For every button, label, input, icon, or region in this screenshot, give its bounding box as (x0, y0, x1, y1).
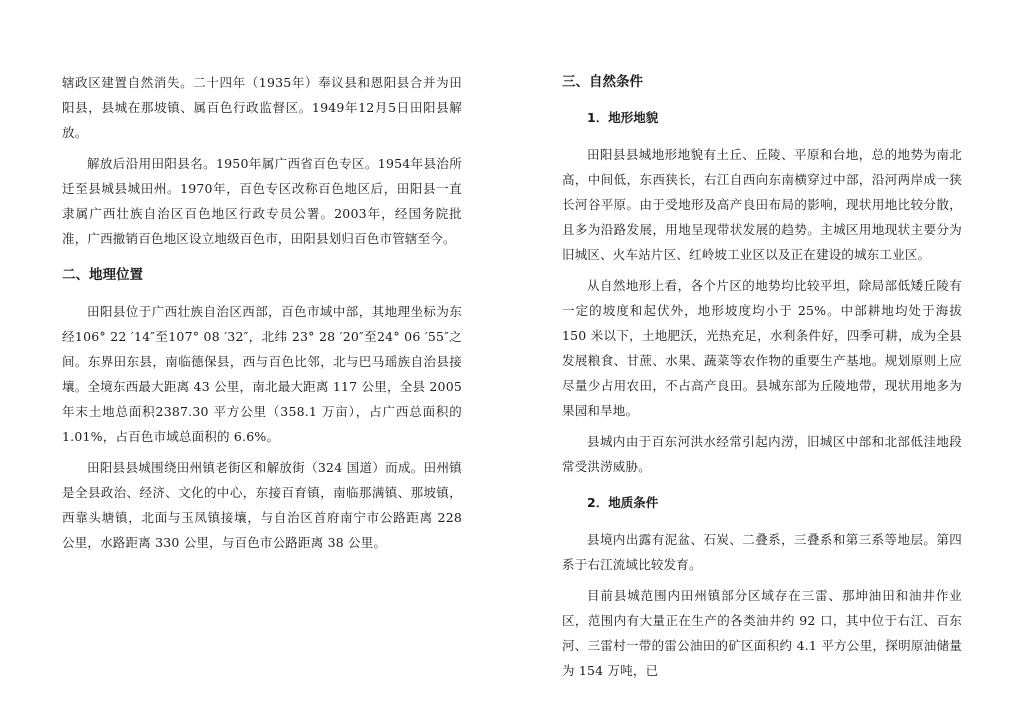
paragraph: 解放后沿用田阳县名。1950年属广西省百色专区。1954年县治所迁至县城县城田州。1970年，百色专区改称百色地区后，田阳县一直隶属广西壮族自治区百色地区行政专员公署。2003年，经国务院批准，广西撤销百色地区设立地级百色市，田阳县划归百色市管辖至今。 (62, 156, 462, 246)
section-heading-natural-conditions: 三、自然条件 (562, 74, 643, 90)
paragraph: 田阳县县城围绕田州镇老街区和解放街（324 国道）而成。田州镇是全县政治、经济、文化的中心，东接百育镇，南临那满镇、那坡镇，西靠头塘镇，北面与玉凤镇接壤，与自治区首府南宁市公路距离 228 公里，水路距离 330 公里，与百色市公路距离 38 公里。 (62, 460, 462, 550)
left-column (62, 70, 462, 555)
paragraph: 辖政区建置自然消失。二十四年（1935年）奉议县和恩阳县合并为田阳县，县城在那坡镇、属百色行政监督区。1949年12月5日田阳县解放。 (62, 75, 462, 140)
section-heading-geography: 二、地理位置 (62, 267, 143, 283)
paragraph: 田阳县县城地形地貌有土丘、丘陵、平原和台地，总的地势为南北高，中间低，东西狭长，右江自西向东南横穿过中部，沿河两岸成一狭长河谷平原。由于受地形及高产良田布局的影响，现状用地比较分散，且多为沿路发展，用地呈现带状发展的趋势。主城区用地现状主要分为旧城区、火车站片区、红岭坡工业区以及正在建设的城东工业区。 (562, 147, 962, 262)
paragraph: 目前县城范围内田州镇部分区域存在三雷、那坤油田和油井作业区，范围内有大量正在生产的各类油井约 92 口，其中位于右江、百东河、三雷村一带的雷公油田的矿区面积约 4.1 平方公里，探明原油储量为 154 万吨，已 (562, 588, 962, 678)
paragraph: 田阳县位于广西壮族自治区西部，百色市域中部，其地理坐标为东经106° 22 ′14″至107° 08 ′32″，北纬 23° 28 ′20″至24° 06 ′55″之间。东界田东县，南临德保县，西与百色比邻，北与巴马瑶族自治县接壤。全境东西最大距离 43 公里，南北最大距离 117 公里，全县 2005 年末土地总面积2387.30 平方公里（358.1 万亩），占广西总面积的 1.01%，占百色市域总面积的 6.6%。 (62, 304, 462, 444)
paragraph: 从自然地形上看，各个片区的地势均比较平坦，除局部低矮丘陵有一定的坡度和起伏外，地形坡度均小于 25%。中部耕地均处于海拔 150 米以下，土地肥沃，光热充足，水利条件好，四季可耕，成为全县发展粮食、甘蔗、水果、蔬菜等农作物的重要生产基地。规划原则上应尽量少占用农田，不占高产良田。县城东部为丘陵地带，现状用地多为果园和旱地。 (562, 278, 962, 418)
paragraph: 县城内由于百东河洪水经常引起内涝，旧城区中部和北部低洼地段常受洪涝威胁。 (562, 434, 962, 474)
subsection-heading-terrain: 1．地形地貌 (587, 110, 659, 125)
subsection-heading-geology: 2．地质条件 (587, 495, 659, 510)
right-column (562, 70, 962, 683)
paragraph: 县境内出露有泥盆、石炭、二叠系，三叠系和第三系等地层。第四系于右江流域比较发育。 (562, 532, 962, 572)
